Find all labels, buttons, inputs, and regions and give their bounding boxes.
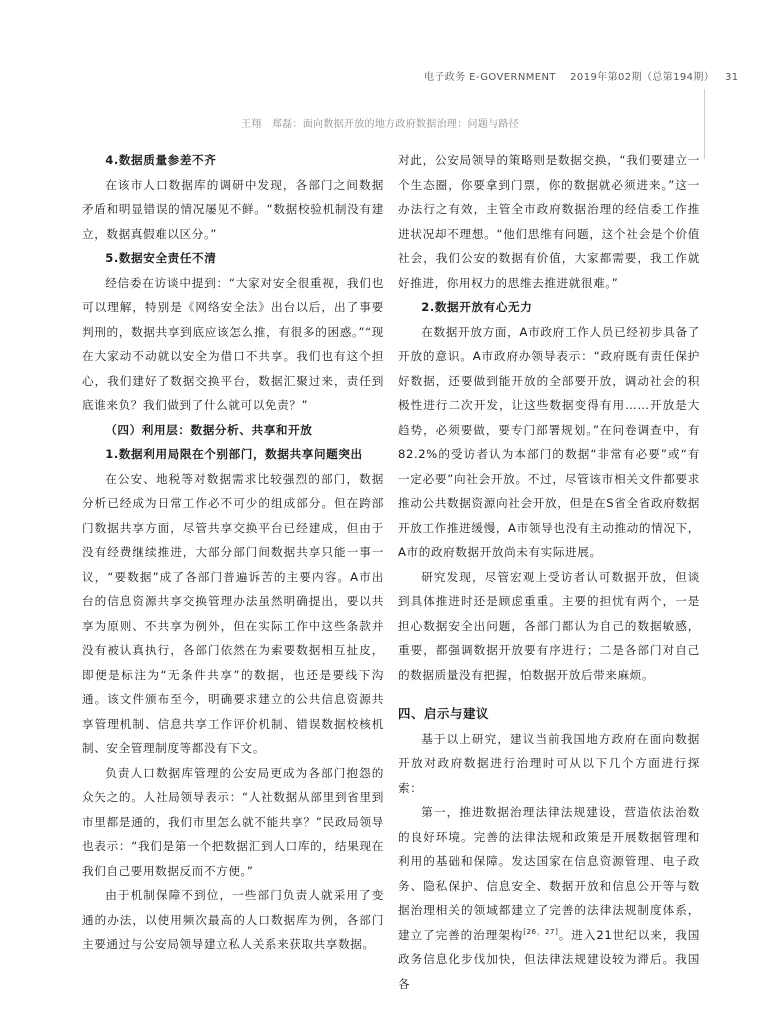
paragraph: 在数据开放方面，A市政府工作人员已经初步具备了开放的意识。A市政府办领导表示：“政府既有责任保护好数据，还要做到能开放的全部要开放，调动社会的积极性进行二次开发，让这些数据变得有用……开放是大趋势，必须要做，要专门部署规划。”在问卷调查中，有82.2%的受访者认为本部门的数据“非常有必要”或“有一定必要”向社会开放。不过，尽管该市相关文件都要求推动公共数据资源向社会开放，但是在S省全省政府数据开放工作推进缓慢，A市领导也没有主动推动的情况下，A市的政府数据开放尚未有实际进展。 — [398, 324, 700, 559]
paragraph: 由于机制保障不到位，一些部门负责人就采用了变通的办法，以使用频次最高的人口数据库为例，各部门主要通过与公安局领导建立私人关系来获取共享数据。 — [82, 888, 384, 951]
paragraph — [398, 800, 700, 996]
issue-info: 2019年第02期（总第194期） — [570, 72, 715, 83]
paragraph: 在公安、地税等对数据需求比较强烈的部门，数据分析已经成为日常工作必不可少的组成部分。但在跨部门数据共享方面，尽管共享交换平台已经建成，但由于没有经费继续推进，大部分部门间数据共享只能一事一议，“要数据”成了各部门普遍诉苦的主要内容。A市出台的信息资源共享交换管理办法虽然明确提出，要以共享为原则、不共享为例外，但在实际工作中这些条款并没有被认真执行，各部门依然在为索要数据相互扯皮，即便是标注为“无条件共享”的数据，也还是要线下沟通。该文件颁布至今，明确要求建立的公共信息资源共享管理机制、信息共享工作评价机制、错误数据校核机制、安全管理制度等都没有下文。 — [82, 471, 384, 755]
section-heading: 1.数据利用局限在个别部门，数据共享问题突出 — [105, 447, 363, 461]
running-head — [424, 68, 739, 83]
section-heading: 4.数据质量参差不齐 — [105, 153, 217, 167]
right-column — [398, 148, 700, 1008]
section-heading: （四）利用层：数据分析、共享和开放 — [105, 422, 313, 437]
paragraph: 对此，公安局领导的策略则是数据交换，“我们要建立一个生态圈，你要拿到门票，你的数据就必须进来。”这一办法行之有效，主管全市政府数据治理的经信委工作推进状况却不理想。“他们思维有问题，这个社会是个价值社会，我们公安的数据有价值，大家都需要，我工作就好推进，你用权力的思维去推进就很难。” — [398, 153, 700, 290]
paragraph: 负责人口数据库管理的公安局更成为各部门抱怨的众矢之的。人社局领导表示：“人社数据从部里到省里到市里都是通的，我们市里怎么就不能共享？”民政局领导也表示：“我们是第一个把数据汇到人口库的，结果现在我们自己要用数据反而不方便。” — [82, 765, 384, 878]
chapter-heading: 四、启示与建议 — [398, 706, 489, 721]
paragraph-text: 。进入21世纪以来，我国政务信息化步伐加快，但法律法规建设较为滞后。我国各 — [398, 927, 700, 991]
paragraph-text: 第一，推进数据治理法律法规建设，营造依法治数的良好环境。完善的法律法规和政策是开展数据管理和利用的基础和保障。发达国家在信息资源管理、电子政务、隐私保护、信息安全、数据开放和信息公开等与数据治理相关的领域都建立了完善的法律法规制度体系，建立了完善的治理架构 — [398, 805, 700, 942]
page-number: 31 — [724, 72, 739, 83]
paragraph: 经信委在访谈中提到：“大家对安全很重视，我们也可以理解，特别是《网络安全法》出台以后，出了事要判刑的，数据共享到底应该怎么推，有很多的困惑。”“现在大家动不动就以安全为借口不共享。我们也有这个担心，我们建好了数据交换平台，数据汇聚过来，责任到底谁来负？我们做到了什么就可以免责？” — [82, 275, 384, 412]
citation-ref[interactable]: [26，27] — [523, 927, 559, 936]
paragraph: 在该市人口数据库的调研中发现，各部门之间数据矛盾和明显错误的情况屡见不鲜。“数据校验机制没有建立，数据真假难以区分。” — [82, 177, 384, 241]
left-column — [82, 148, 384, 1008]
section-heading: 2.数据开放有心无力 — [421, 300, 533, 314]
paragraph: 研究发现，尽管宏观上受访者认可数据开放，但谈到具体推进时还是顾虑重重。主要的担忧有两个，一是担心数据安全出问题，各部门都认为自己的数据敏感，重要，都强调数据开放要有序进行；二是各部门对自己的数据质量没有把握，怕数据开放后带来麻烦。 — [398, 569, 700, 682]
journal-name: 电子政务 E-GOVERNMENT — [424, 72, 556, 83]
paragraph: 基于以上研究，建议当前我国地方政府在面向数据开放对政府数据进行治理时可从以下几个方面进行探索： — [398, 731, 700, 795]
article-title: 王翔 郑磊：面向数据开放的地方政府数据治理：问题与路径 — [240, 119, 520, 130]
section-heading: 5.数据安全责任不清 — [105, 251, 217, 265]
